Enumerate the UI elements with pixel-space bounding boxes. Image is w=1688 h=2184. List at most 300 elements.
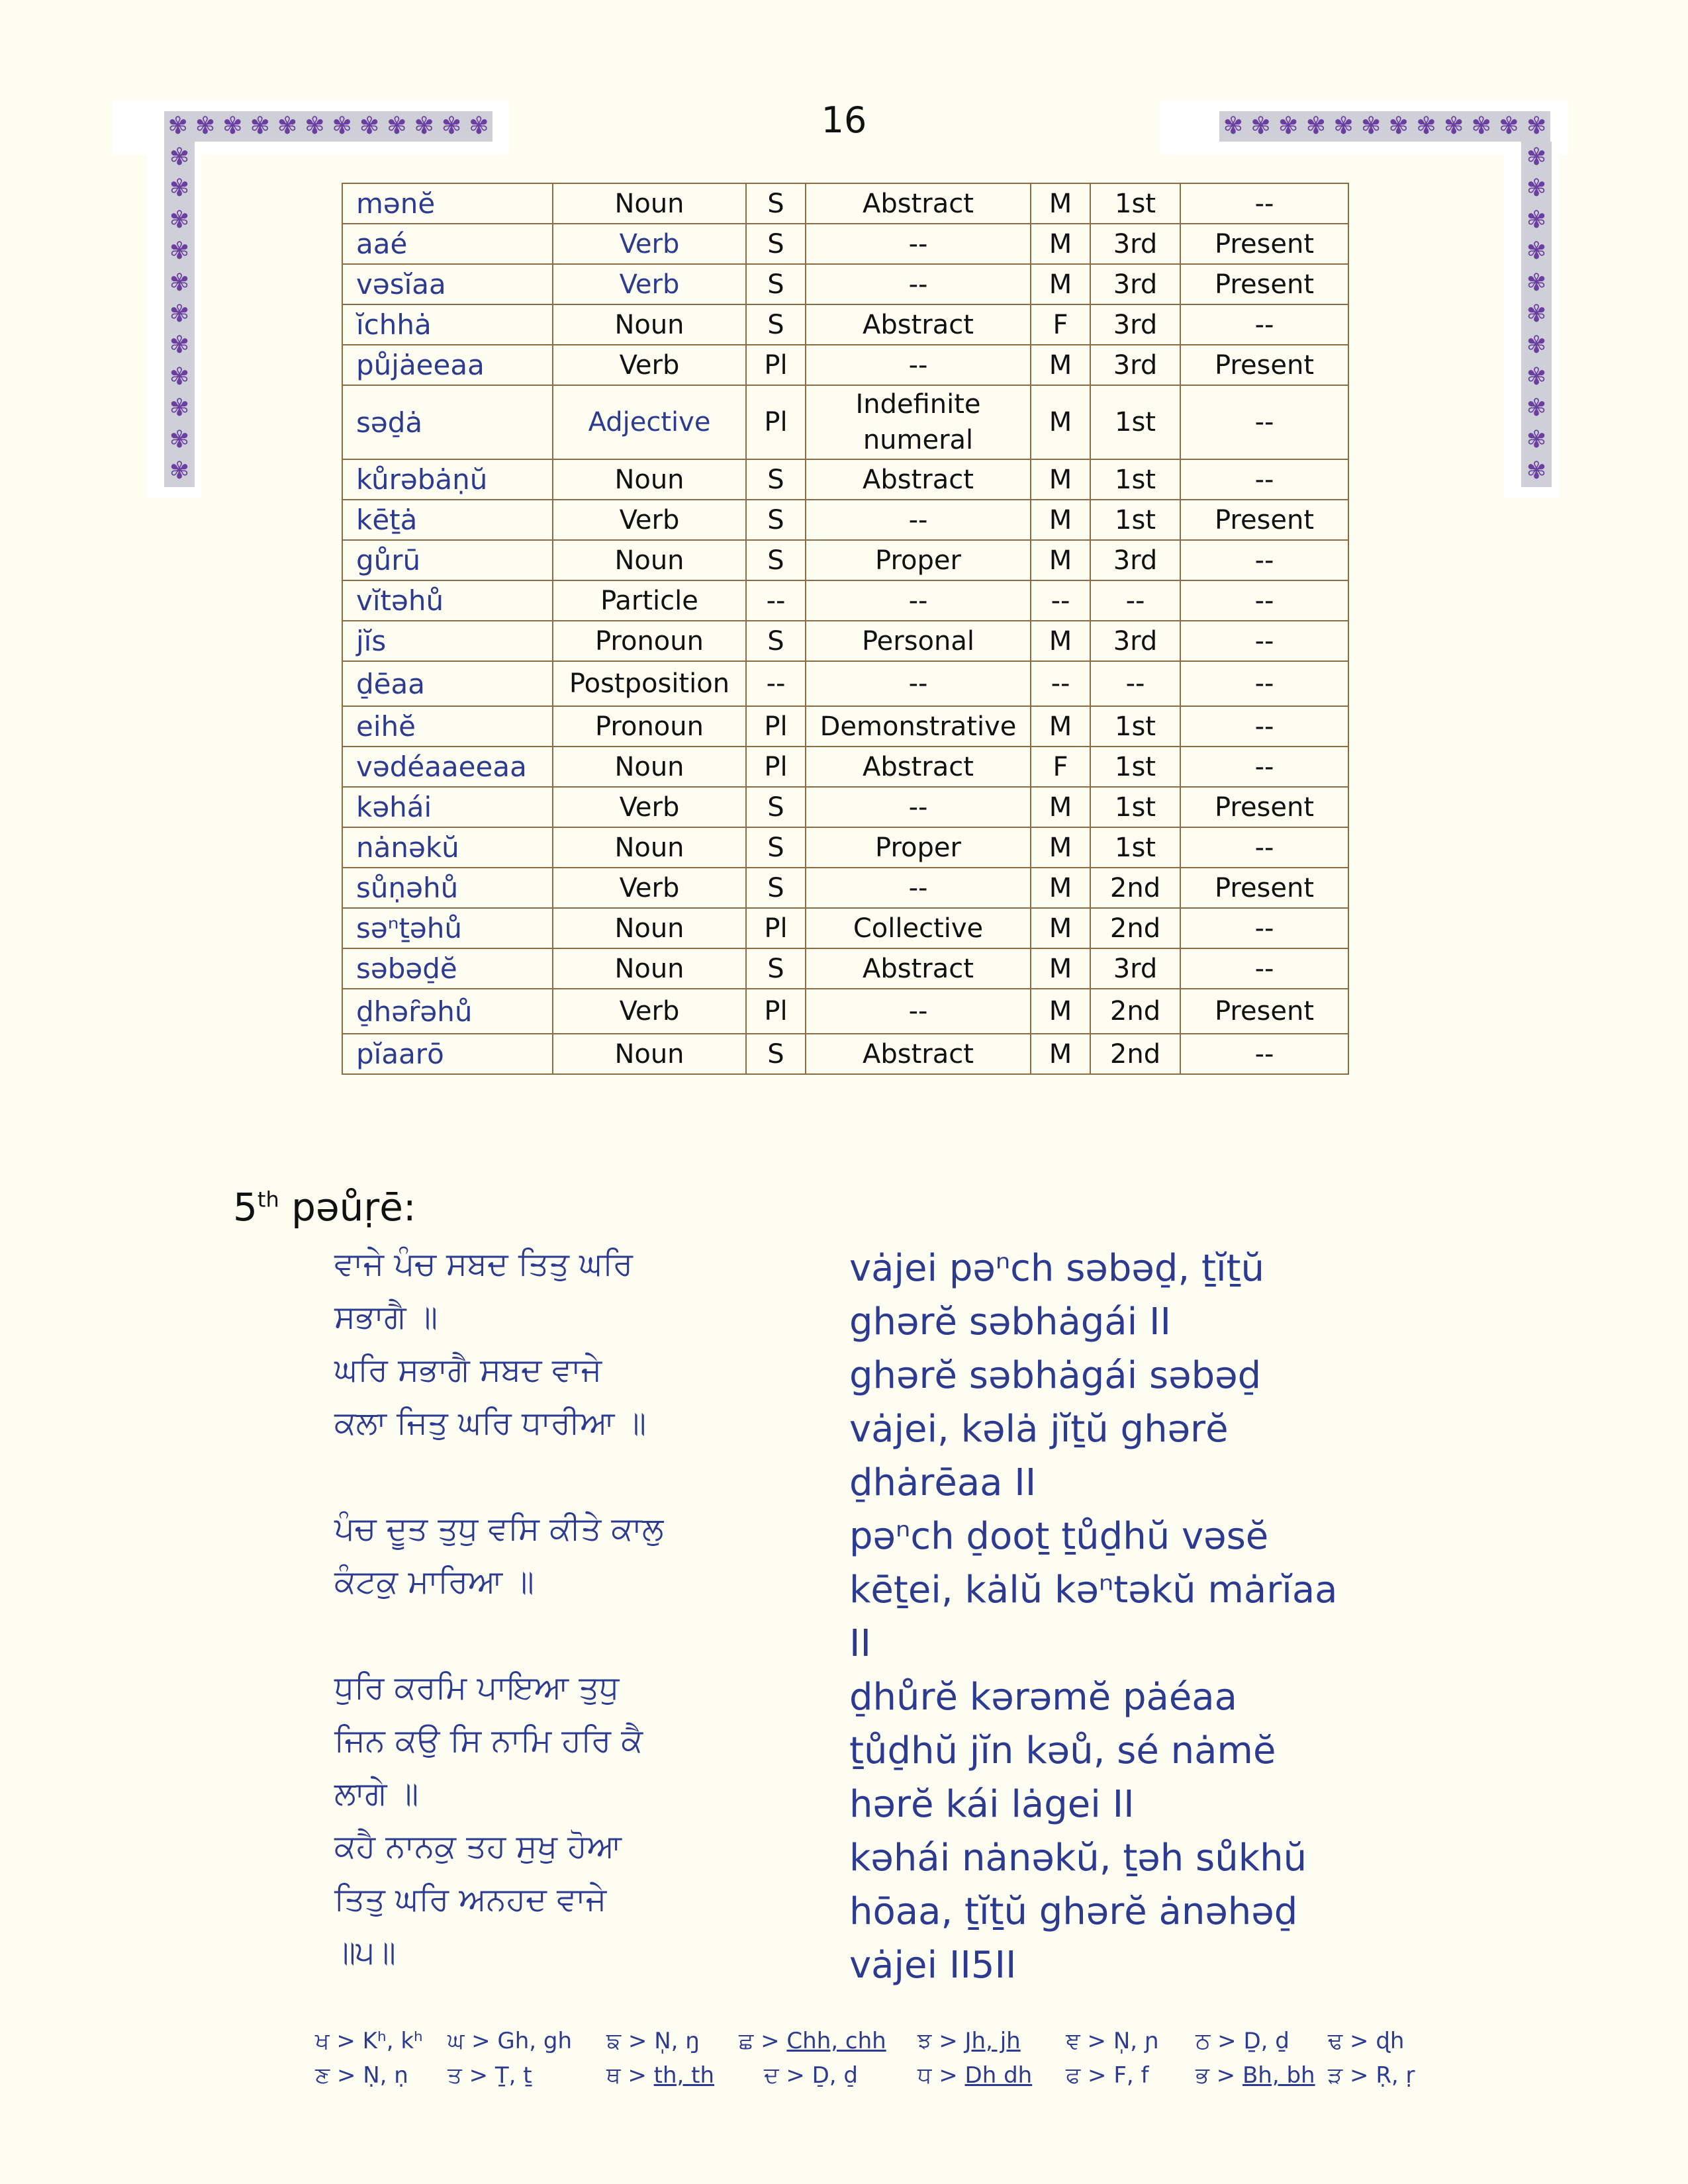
transliteration-line: ṯůd̠hŭ jĭn kəů, sé nȧmĕ — [849, 1729, 1276, 1772]
flower-icon: ✾ — [169, 238, 190, 265]
key-entry — [1328, 2028, 1404, 2054]
table-row — [342, 183, 1348, 224]
transliteration-line: II — [849, 1622, 872, 1665]
table-row — [342, 580, 1348, 621]
gurmukhi-line: ਕੰਟਕੁ ਮਾਰਿਆ ॥ — [334, 1563, 534, 1600]
word-cell: vəsĭaa — [342, 264, 553, 304]
number-cell: S — [746, 183, 806, 224]
flower-strip-top-left — [164, 111, 492, 142]
key-entry — [606, 2028, 700, 2054]
flower-icon: ✾ — [1250, 113, 1271, 140]
flower-icon: ✾ — [1526, 238, 1547, 265]
flower-icon: ✾ — [469, 113, 489, 140]
person-cell: 3rd — [1090, 345, 1180, 385]
flower-icon: ✾ — [1361, 113, 1382, 140]
person-cell: -- — [1090, 580, 1180, 621]
key-entry — [1328, 2062, 1415, 2089]
flower-icon: ✾ — [1223, 113, 1243, 140]
person-cell: 2nd — [1090, 1034, 1180, 1074]
key-arrow: > — [1209, 2062, 1243, 2089]
gurmukhi-line: ਕਲਾ ਜਿਤੁ ਘਰਿ ਧਾਰੀਆ ॥ — [334, 1404, 647, 1441]
tense-cell: -- — [1180, 304, 1348, 345]
word-cell: səd̠ȧ — [342, 385, 553, 459]
type-cell: Abstract — [806, 304, 1031, 345]
flower-icon: ✾ — [169, 143, 190, 171]
table-row — [342, 827, 1348, 868]
number-cell: Pl — [746, 747, 806, 787]
transliteration-line: vȧjei II5II — [849, 1944, 1017, 1987]
table-row — [342, 304, 1348, 345]
word-cell: pĭaarō — [342, 1034, 553, 1074]
key-arrow: > — [1342, 2028, 1376, 2054]
table-row — [342, 989, 1348, 1034]
key-entry — [1196, 2028, 1289, 2054]
transliteration-line: pəⁿch d̠ooṯ ṯůd̠hŭ vəsĕ — [849, 1515, 1269, 1558]
person-cell: -- — [1090, 661, 1180, 706]
person-cell: 1st — [1090, 459, 1180, 500]
pos-cell: Noun — [553, 540, 746, 580]
word-cell: aaé — [342, 224, 553, 264]
transliteration-line: d̠hůrĕ kərəmĕ pȧéaa — [849, 1676, 1237, 1719]
word-cell: nȧnəkŭ — [342, 827, 553, 868]
type-cell: Proper — [806, 827, 1031, 868]
key-romanization: Gh, gh — [497, 2028, 573, 2054]
key-gurmukhi-letter: ਝ — [917, 2028, 932, 2054]
type-cell: Personal — [806, 621, 1031, 661]
flower-icon: ✾ — [169, 269, 190, 296]
flower-icon: ✾ — [441, 113, 462, 140]
pos-cell: Verb — [553, 787, 746, 827]
table-row — [342, 224, 1348, 264]
transliteration-line: ghərĕ səbhȧgái səbəd̠ — [849, 1354, 1262, 1397]
flower-icon: ✾ — [1416, 113, 1436, 140]
key-gurmukhi-letter: ੜ — [1328, 2062, 1343, 2089]
person-cell: 1st — [1090, 183, 1180, 224]
key-arrow: > — [1210, 2028, 1244, 2054]
gurmukhi-line: ॥੫॥ — [334, 1934, 396, 1971]
flower-icon: ✾ — [1388, 113, 1409, 140]
gender-cell: M — [1031, 948, 1090, 989]
flower-icon: ✾ — [1526, 457, 1547, 485]
gurmukhi-line — [334, 1449, 745, 1502]
flower-icon: ✾ — [359, 113, 380, 140]
pos-cell: Verb — [553, 345, 746, 385]
key-gurmukhi-letter: ਧ — [917, 2062, 932, 2089]
flower-icon: ✾ — [222, 113, 243, 140]
number-cell: S — [746, 459, 806, 500]
gurmukhi-verse — [334, 1238, 745, 1979]
key-entry — [1066, 2062, 1149, 2089]
type-cell: Demonstrative — [806, 706, 1031, 747]
word-cell: mənĕ — [342, 183, 553, 224]
tense-cell: Present — [1180, 224, 1348, 264]
number-cell: S — [746, 540, 806, 580]
number-cell: Pl — [746, 908, 806, 948]
type-cell: Abstract — [806, 948, 1031, 989]
flower-icon: ✾ — [169, 206, 190, 234]
section-ordinal: 5 — [233, 1185, 258, 1230]
person-cell: 3rd — [1090, 540, 1180, 580]
flower-icon: ✾ — [414, 113, 434, 140]
key-arrow: > — [329, 2028, 363, 2054]
person-cell: 3rd — [1090, 264, 1180, 304]
person-cell: 3rd — [1090, 304, 1180, 345]
flower-icon: ✾ — [1526, 175, 1547, 203]
number-cell: Pl — [746, 706, 806, 747]
gender-cell: M — [1031, 706, 1090, 747]
key-arrow: > — [330, 2062, 363, 2089]
person-cell: 2nd — [1090, 989, 1180, 1034]
flower-icon: ✾ — [305, 113, 325, 140]
transliteration-line: vȧjei pəⁿch səbəd̠, ṯĭṯŭ — [849, 1247, 1264, 1290]
number-cell: S — [746, 304, 806, 345]
pos-cell: Verb — [553, 500, 746, 540]
person-cell: 1st — [1090, 747, 1180, 787]
flower-icon: ✾ — [169, 363, 190, 390]
transliteration-line: hərĕ kái lȧgei II — [849, 1783, 1135, 1826]
key-entry — [606, 2062, 714, 2089]
number-cell: -- — [746, 661, 806, 706]
type-cell: Abstract — [806, 1034, 1031, 1074]
word-cell: eihĕ — [342, 706, 553, 747]
key-gurmukhi-letter: ਣ — [315, 2062, 330, 2089]
key-entry — [447, 2028, 572, 2054]
pos-cell: Noun — [553, 908, 746, 948]
transliteration-line: kēṯei, kȧlŭ kəⁿtəkŭ mȧrĭaa — [849, 1569, 1338, 1612]
tense-cell: -- — [1180, 580, 1348, 621]
person-cell: 1st — [1090, 827, 1180, 868]
table-row — [342, 540, 1348, 580]
tense-cell: -- — [1180, 459, 1348, 500]
pos-cell: Adjective — [553, 385, 746, 459]
key-arrow: > — [621, 2028, 655, 2054]
number-cell: S — [746, 868, 806, 908]
grammar-table-body — [342, 183, 1348, 1074]
pos-cell: Verb — [553, 264, 746, 304]
pos-cell: Verb — [553, 989, 746, 1034]
table-row — [342, 868, 1348, 908]
key-romanization: Chh, chh — [786, 2028, 886, 2054]
gender-cell: M — [1031, 345, 1090, 385]
tense-cell: Present — [1180, 345, 1348, 385]
tense-cell: -- — [1180, 540, 1348, 580]
transliteration-line: kəhái nȧnəkŭ, ṯəh sůkhŭ — [849, 1837, 1307, 1880]
section-title: pəůṛē: — [291, 1185, 416, 1230]
table-row — [342, 747, 1348, 787]
table-row — [342, 264, 1348, 304]
word-cell: jĭs — [342, 621, 553, 661]
tense-cell: -- — [1180, 385, 1348, 459]
type-cell: -- — [806, 580, 1031, 621]
tense-cell: Present — [1180, 989, 1348, 1034]
key-gurmukhi-letter: ਭ — [1196, 2062, 1209, 2089]
number-cell: Pl — [746, 345, 806, 385]
key-romanization: Kʰ, kʰ — [362, 2028, 423, 2054]
gender-cell: M — [1031, 224, 1090, 264]
tense-cell: -- — [1180, 1034, 1348, 1074]
gender-cell: M — [1031, 264, 1090, 304]
key-romanization: N̩, ɲ — [1113, 2028, 1159, 2054]
word-cell: kəhái — [342, 787, 553, 827]
number-cell: S — [746, 500, 806, 540]
key-arrow: > — [1080, 2062, 1114, 2089]
type-cell: -- — [806, 787, 1031, 827]
gender-cell: F — [1031, 304, 1090, 345]
table-row — [342, 459, 1348, 500]
word-cell: səbəd̠ĕ — [342, 948, 553, 989]
key-gurmukhi-letter: ਦ — [764, 2062, 779, 2089]
key-entry — [447, 2062, 532, 2089]
gender-cell: M — [1031, 868, 1090, 908]
transliteration-key-row-2 — [315, 2062, 1507, 2095]
key-romanization: N̩, ŋ — [654, 2028, 700, 2054]
key-entry — [315, 2028, 423, 2054]
flower-icon: ✾ — [169, 394, 190, 422]
number-cell: S — [746, 264, 806, 304]
tense-cell: Present — [1180, 264, 1348, 304]
tense-cell: -- — [1180, 621, 1348, 661]
pos-cell: Noun — [553, 948, 746, 989]
key-gurmukhi-letter: ਢ — [1328, 2028, 1343, 2054]
flower-icon: ✾ — [1526, 426, 1547, 453]
word-cell: sůṇəhů — [342, 868, 553, 908]
flower-strip-left — [164, 142, 195, 487]
key-romanization: Ṇ, ṇ — [363, 2062, 408, 2089]
person-cell: 1st — [1090, 385, 1180, 459]
flower-icon: ✾ — [195, 113, 216, 140]
number-cell: Pl — [746, 385, 806, 459]
flower-icon: ✾ — [1526, 332, 1547, 359]
flower-icon: ✾ — [169, 175, 190, 203]
gender-cell: M — [1031, 385, 1090, 459]
key-romanization: Ṯ, ṯ — [494, 2062, 532, 2089]
tense-cell: Present — [1180, 868, 1348, 908]
person-cell: 3rd — [1090, 621, 1180, 661]
tense-cell: -- — [1180, 827, 1348, 868]
flower-icon: ✾ — [169, 332, 190, 359]
tense-cell: -- — [1180, 661, 1348, 706]
flower-icon: ✾ — [1471, 113, 1491, 140]
key-gurmukhi-letter: ਘ — [447, 2028, 465, 2054]
flower-icon: ✾ — [1443, 113, 1464, 140]
flower-strip-right — [1521, 142, 1552, 487]
gender-cell: M — [1031, 827, 1090, 868]
pos-cell: Noun — [553, 1034, 746, 1074]
tense-cell: -- — [1180, 747, 1348, 787]
gurmukhi-line: ਧੁਰਿ ਕਰਮਿ ਪਾਇਆ ਤੁਧੁ — [334, 1669, 620, 1706]
type-cell: -- — [806, 868, 1031, 908]
transliteration-line: d̠hȧrēaa II — [849, 1461, 1037, 1504]
key-gurmukhi-letter: ਤ — [447, 2062, 462, 2089]
key-gurmukhi-letter: ਙ — [606, 2028, 622, 2054]
flower-icon: ✾ — [277, 113, 298, 140]
type-cell: -- — [806, 264, 1031, 304]
flower-icon: ✾ — [1526, 113, 1547, 140]
table-row — [342, 1034, 1348, 1074]
tense-cell: -- — [1180, 948, 1348, 989]
tense-cell: -- — [1180, 183, 1348, 224]
gurmukhi-line: ਘਰਿ ਸਭਾਗੈ ਸਬਦ ਵਾਜੇ — [334, 1351, 602, 1388]
gurmukhi-line: ਜਿਨ ਕਉ ਸਿ ਨਾਮਿ ਹਰਿ ਕੈ — [334, 1722, 643, 1759]
type-cell: -- — [806, 661, 1031, 706]
flower-icon: ✾ — [1526, 206, 1547, 234]
person-cell: 3rd — [1090, 224, 1180, 264]
word-cell: půjȧeeaa — [342, 345, 553, 385]
table-row — [342, 706, 1348, 747]
key-arrow: > — [461, 2062, 495, 2089]
number-cell: Pl — [746, 989, 806, 1034]
key-arrow: > — [464, 2028, 498, 2054]
type-cell: Indefinite numeral — [806, 385, 1031, 459]
pos-cell: Pronoun — [553, 621, 746, 661]
gender-cell: M — [1031, 908, 1090, 948]
word-cell: ĭchhȧ — [342, 304, 553, 345]
table-row — [342, 385, 1348, 459]
type-cell: Proper — [806, 540, 1031, 580]
pos-cell: Noun — [553, 304, 746, 345]
type-cell: Abstract — [806, 747, 1031, 787]
word-cell: gůrū — [342, 540, 553, 580]
grammar-table — [342, 183, 1349, 1075]
pos-cell: Pronoun — [553, 706, 746, 747]
key-entry — [764, 2062, 858, 2089]
pos-cell: Noun — [553, 827, 746, 868]
gender-cell: -- — [1031, 580, 1090, 621]
key-arrow: > — [1080, 2028, 1113, 2054]
pos-cell: Noun — [553, 183, 746, 224]
person-cell: 1st — [1090, 500, 1180, 540]
flower-icon: ✾ — [1499, 113, 1519, 140]
key-arrow: > — [620, 2062, 654, 2089]
number-cell: S — [746, 1034, 806, 1074]
key-romanization: F, f — [1113, 2062, 1149, 2089]
key-arrow: > — [931, 2028, 965, 2054]
key-entry — [739, 2028, 886, 2054]
gender-cell: M — [1031, 787, 1090, 827]
gurmukhi-line — [334, 1608, 745, 1661]
flower-icon: ✾ — [1526, 269, 1547, 296]
table-row — [342, 345, 1348, 385]
gender-cell: M — [1031, 1034, 1090, 1074]
key-gurmukhi-letter: ਠ — [1196, 2028, 1211, 2054]
section-heading — [233, 1185, 416, 1230]
number-cell: S — [746, 827, 806, 868]
pos-cell: Noun — [553, 747, 746, 787]
flower-icon: ✾ — [1526, 300, 1547, 328]
key-gurmukhi-letter: ਫ — [1066, 2062, 1081, 2089]
table-row — [342, 661, 1348, 706]
transliteration-line: ghərĕ səbhȧgái II — [849, 1300, 1172, 1343]
key-romanization: Dh dh — [964, 2062, 1033, 2089]
word-cell: vĭtəhů — [342, 580, 553, 621]
gender-cell: F — [1031, 747, 1090, 787]
flower-icon: ✾ — [387, 113, 407, 140]
word-cell: d̠həȓəhů — [342, 989, 553, 1034]
number-cell: S — [746, 224, 806, 264]
flower-icon: ✾ — [167, 113, 188, 140]
gurmukhi-line: ਤਿਤੁ ਘਰਿ ਅਨਹਦ ਵਾਜੇ — [334, 1881, 607, 1918]
type-cell: -- — [806, 345, 1031, 385]
flower-icon: ✾ — [1526, 363, 1547, 390]
pos-cell: Particle — [553, 580, 746, 621]
tense-cell: -- — [1180, 706, 1348, 747]
gurmukhi-line: ਪੰਚ ਦੂਤ ਤੁਧੁ ਵਸਿ ਕੀਤੇ ਕਾਲੁ — [334, 1510, 664, 1547]
word-cell: kēṯȧ — [342, 500, 553, 540]
type-cell: Collective — [806, 908, 1031, 948]
key-romanization: Ṛ, ṛ — [1376, 2062, 1415, 2089]
key-arrow: > — [778, 2062, 812, 2089]
flower-icon: ✾ — [169, 300, 190, 328]
transliteration-verse — [849, 1242, 1338, 1992]
key-gurmukhi-letter: ਖ — [315, 2028, 330, 2054]
gender-cell: M — [1031, 500, 1090, 540]
key-entry — [1196, 2062, 1315, 2089]
word-cell: d̠ēaa — [342, 661, 553, 706]
key-arrow: > — [931, 2062, 965, 2089]
flower-icon: ✾ — [1526, 394, 1547, 422]
flower-icon: ✾ — [250, 113, 270, 140]
key-entry — [917, 2028, 1021, 2054]
page-number: 16 — [821, 99, 867, 141]
key-romanization: Bh, bh — [1242, 2062, 1315, 2089]
key-gurmukhi-letter: ਥ — [606, 2062, 621, 2089]
table-row — [342, 787, 1348, 827]
table-row — [342, 908, 1348, 948]
pos-cell: Verb — [553, 224, 746, 264]
key-gurmukhi-letter: ਞ — [1066, 2028, 1080, 2054]
transliteration-line: hōaa, ṯĭṯŭ ghərĕ ȧnəhəd̠ — [849, 1890, 1298, 1933]
flower-icon: ✾ — [1333, 113, 1354, 140]
person-cell: 2nd — [1090, 908, 1180, 948]
type-cell: Abstract — [806, 459, 1031, 500]
tense-cell: Present — [1180, 787, 1348, 827]
tense-cell: -- — [1180, 908, 1348, 948]
type-cell: -- — [806, 500, 1031, 540]
key-romanization: Jh, jh — [964, 2028, 1021, 2054]
person-cell: 2nd — [1090, 868, 1180, 908]
key-arrow: > — [753, 2028, 787, 2054]
word-cell: səⁿṯəhů — [342, 908, 553, 948]
flower-icon: ✾ — [169, 426, 190, 453]
pos-cell: Noun — [553, 459, 746, 500]
gender-cell: M — [1031, 183, 1090, 224]
flower-icon: ✾ — [1278, 113, 1299, 140]
key-romanization: ɖh — [1376, 2028, 1405, 2054]
type-cell: -- — [806, 224, 1031, 264]
key-arrow: > — [1342, 2062, 1376, 2089]
section-ordinal-suffix: th — [257, 1187, 279, 1212]
flower-icon: ✾ — [1305, 113, 1326, 140]
transliteration-key-row-1 — [315, 2028, 1507, 2061]
transliteration-line: vȧjei, kəlȧ jĭṯŭ ghərĕ — [849, 1408, 1229, 1451]
key-romanization: Ḏ, ḏ — [1243, 2028, 1289, 2054]
key-romanization: D̠, d̠ — [812, 2062, 859, 2089]
key-entry — [315, 2062, 408, 2089]
word-cell: vədéaaeeaa — [342, 747, 553, 787]
gurmukhi-line: ਸਭਾਗੈ ॥ — [334, 1298, 438, 1336]
gender-cell: M — [1031, 989, 1090, 1034]
gurmukhi-line: ਕਹੈ ਨਾਨਕੁ ਤਹ ਸੁਖੁ ਹੋਆ — [334, 1828, 622, 1865]
gender-cell: M — [1031, 459, 1090, 500]
gender-cell: M — [1031, 621, 1090, 661]
gurmukhi-line: ਵਾਜੇ ਪੰਚ ਸਬਦ ਤਿਤੁ ਘਰਿ — [334, 1246, 633, 1283]
tense-cell: Present — [1180, 500, 1348, 540]
number-cell: S — [746, 787, 806, 827]
key-romanization: th, th — [653, 2062, 715, 2089]
key-entry — [917, 2062, 1032, 2089]
gurmukhi-line: ਲਾਗੇ ॥ — [334, 1775, 419, 1812]
flower-icon: ✾ — [332, 113, 352, 140]
